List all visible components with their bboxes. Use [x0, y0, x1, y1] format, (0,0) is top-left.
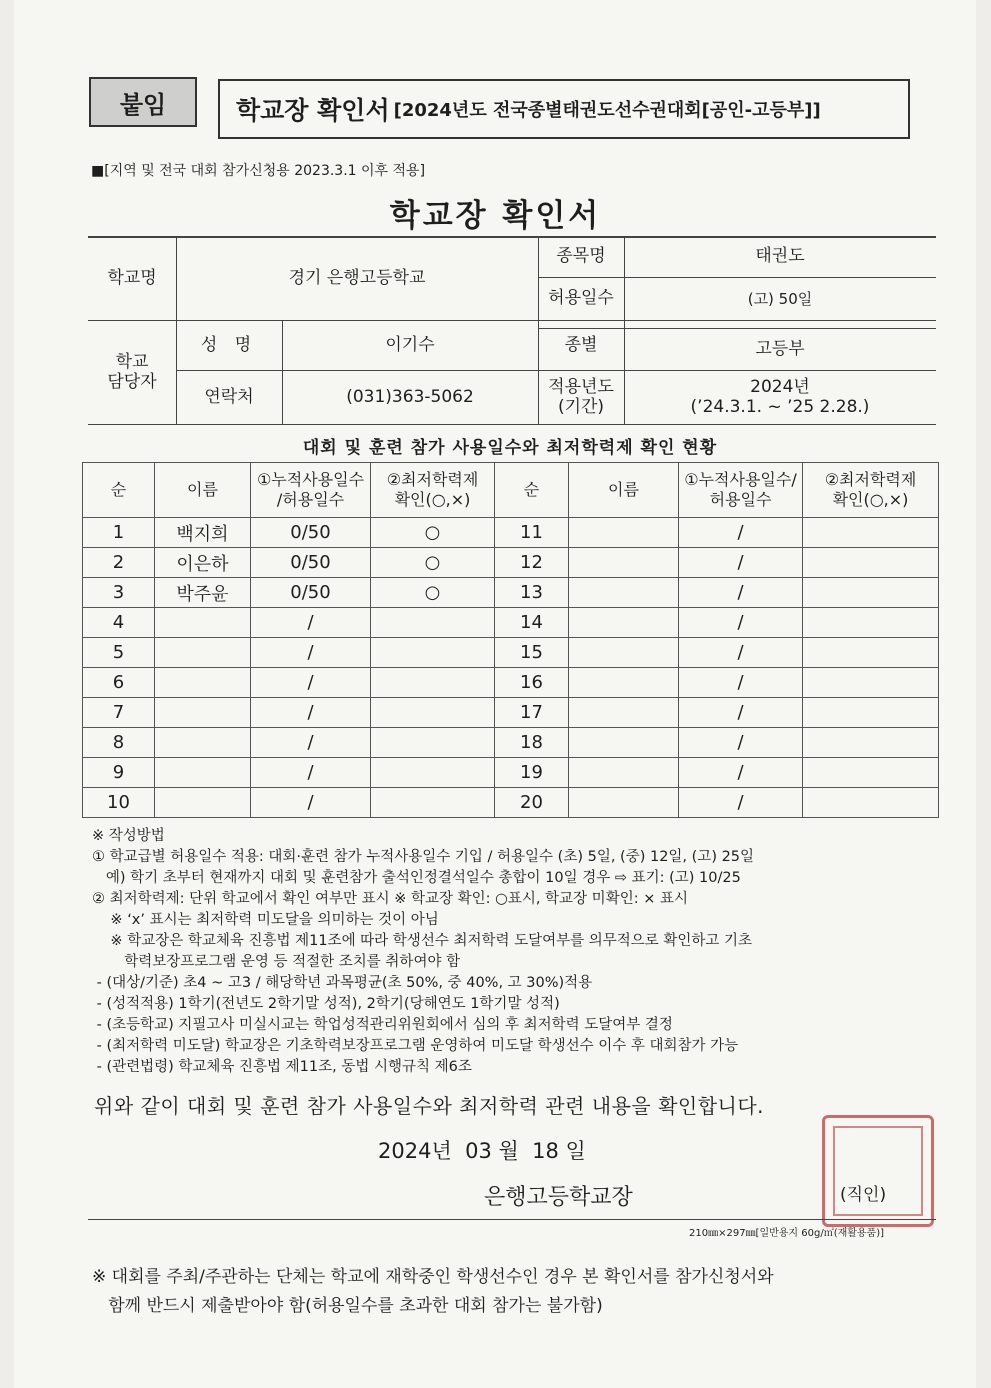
- table-row: [83, 608, 939, 638]
- header-title: 학교장 확인서: [236, 96, 390, 125]
- instruction-line: - (대상/기준) 초4 ~ 고3 / 해당학년 과목평균(초 50%, 중 40%, 고 30%)적용: [92, 975, 593, 991]
- min-academic-check: ○: [371, 578, 495, 608]
- min-academic-check: [371, 638, 495, 668]
- min-academic-check: ○: [371, 548, 495, 578]
- submission-note: [92, 1263, 932, 1321]
- student-name: [155, 668, 251, 698]
- header-subtitle: [2024년도 전국종별태권도선수권대회[공인-고등부]]: [393, 100, 821, 121]
- header-check-2: ②최저학력제 확인(○,×): [803, 463, 939, 518]
- min-academic-check: [803, 728, 939, 758]
- header-name: 이름: [155, 463, 251, 518]
- min-academic-check: [803, 638, 939, 668]
- instruction-line: ※ 학교장은 학교체육 진흥법 제11조에 따라 학생선수 최저학력 도달여부를 의무적으로 확인하고 기초: [92, 933, 753, 949]
- school-value: 경기 은행고등학교: [288, 267, 426, 288]
- applicability-note: ■[지역 및 전국 대회 참가신청용 2023.3.1 이후 적용]: [91, 163, 426, 179]
- min-academic-check: [371, 788, 495, 818]
- manager-label: 학교 담당자: [107, 351, 157, 392]
- paper-size-note: 210㎜×297㎜[일반용지 60g/㎡(재활용품)]: [689, 1228, 885, 1239]
- usage-days: /: [679, 728, 803, 758]
- usage-days: /: [679, 698, 803, 728]
- student-name: 이은하: [155, 548, 251, 578]
- min-academic-check: ○: [371, 518, 495, 548]
- student-name: [569, 518, 679, 548]
- footer-rule: [88, 1219, 936, 1220]
- student-name: 백지희: [155, 518, 251, 548]
- usage-days: /: [679, 638, 803, 668]
- writing-instructions: [92, 826, 942, 1078]
- instruction-line: ※ ‘x’ 표시는 최저학력 미도달을 의미하는 것이 아님: [92, 912, 439, 928]
- usage-days: /: [251, 668, 371, 698]
- usage-days: /: [251, 728, 371, 758]
- allowed-label: 허용일수: [548, 288, 614, 309]
- submission-note-line: 함께 반드시 제출받아야 함(허용일수를 초과한 대회 참가는 불가함): [92, 1296, 603, 1316]
- instruction-line: - (초등학교) 지필고사 미실시교는 학업성적관리위원회에서 심의 후 최저학력 도달여부 결정: [92, 1017, 673, 1033]
- student-name: [569, 638, 679, 668]
- info-line: [88, 424, 936, 425]
- table-row: [83, 668, 939, 698]
- student-name: [569, 758, 679, 788]
- usage-days: /: [679, 788, 803, 818]
- usage-days: /: [251, 698, 371, 728]
- name-value: 이기수: [385, 334, 435, 355]
- instruction-line: ※ 작성방법: [92, 828, 165, 844]
- row-number: 1: [83, 518, 155, 548]
- contact-value: (031)363-5062: [346, 386, 474, 407]
- min-academic-check: [803, 788, 939, 818]
- instruction-line: ② 최저학력제: 단위 학교에서 확인 여부만 표시 ※ 학교장 확인: ○표시, 학교장 미확인: × 표시: [92, 891, 688, 907]
- usage-days: 0/50: [251, 518, 371, 548]
- confirmation-statement: 위와 같이 대회 및 훈련 참가 사용일수와 최저학력 관련 내용을 확인합니다.: [94, 1094, 765, 1118]
- min-academic-check: [803, 668, 939, 698]
- header-usage-2: ①누적사용일수/ 허용일수: [679, 463, 803, 518]
- student-name: [155, 758, 251, 788]
- row-number: 13: [495, 578, 569, 608]
- row-number: 9: [83, 758, 155, 788]
- year-label: 적용년도 (기간): [548, 376, 614, 417]
- student-name: 박주윤: [155, 578, 251, 608]
- usage-days: /: [251, 638, 371, 668]
- instruction-line: - (성적적용) 1학기(전년도 2학기말 성적), 2학기(당해연도 1학기말 성적): [92, 996, 560, 1012]
- min-academic-check: [803, 548, 939, 578]
- instruction-line: - (최저학력 미도달) 학교장은 기초학력보장프로그램 운영하여 미도달 학생선수 이수 후 대회참가 가능: [92, 1038, 739, 1054]
- seal-label: (직인): [840, 1185, 887, 1205]
- min-academic-check: [803, 758, 939, 788]
- student-name: [569, 728, 679, 758]
- row-number: 18: [495, 728, 569, 758]
- school-label: 학교명: [107, 267, 157, 288]
- student-name: [155, 788, 251, 818]
- signer-name: 은행고등학교장: [484, 1185, 633, 1210]
- header-no-2: 순: [495, 463, 569, 518]
- usage-days: /: [679, 608, 803, 638]
- contact-label: 연락처: [204, 386, 254, 407]
- student-name: [155, 728, 251, 758]
- division-value: 고등부: [755, 338, 805, 359]
- section-title: 대회 및 훈련 참가 사용일수와 최저학력제 확인 현황: [302, 438, 718, 458]
- student-name: [569, 578, 679, 608]
- header-check: ②최저학력제 확인(○,×): [371, 463, 495, 518]
- min-academic-check: [803, 578, 939, 608]
- instruction-line: - (관련법령) 학교체육 진흥법 제11조, 동법 시행규칙 제6조: [92, 1059, 472, 1075]
- event-label: 종목명: [556, 246, 606, 267]
- min-academic-check: [371, 758, 495, 788]
- header-usage: ①누적사용일수 /허용일수: [251, 463, 371, 518]
- min-academic-check: [371, 608, 495, 638]
- row-number: 3: [83, 578, 155, 608]
- row-number: 4: [83, 608, 155, 638]
- student-name: [155, 638, 251, 668]
- submission-note-line: ※ 대회를 주최/주관하는 단체는 학교에 재학중인 학생선수인 경우 본 확인서를 참가신청서와: [92, 1267, 774, 1287]
- student-name: [569, 548, 679, 578]
- min-academic-check: [371, 668, 495, 698]
- instruction-line: 학력보장프로그램 운영 등 적절한 조치를 취하여야 함: [92, 954, 461, 970]
- usage-days: /: [251, 758, 371, 788]
- row-number: 7: [83, 698, 155, 728]
- row-number: 6: [83, 668, 155, 698]
- min-academic-check: [371, 728, 495, 758]
- row-number: 15: [495, 638, 569, 668]
- usage-days: 0/50: [251, 548, 371, 578]
- usage-days: /: [679, 578, 803, 608]
- student-name: [155, 608, 251, 638]
- instruction-line: 예) 학기 초부터 현재까지 대회 및 훈련참가 출석인정결석일수 총합이 10일 경우 ⇨ 표기: (고) 10/25: [92, 870, 741, 886]
- student-name: [155, 698, 251, 728]
- table-row: [83, 518, 939, 548]
- min-academic-check: [803, 518, 939, 548]
- header-name-2: 이름: [569, 463, 679, 518]
- usage-days: /: [251, 608, 371, 638]
- min-academic-check: [371, 698, 495, 728]
- student-name: [569, 698, 679, 728]
- usage-days: /: [679, 668, 803, 698]
- min-academic-check: [803, 698, 939, 728]
- row-number: 8: [83, 728, 155, 758]
- student-name: [569, 788, 679, 818]
- row-number: 17: [495, 698, 569, 728]
- student-name: [569, 608, 679, 638]
- row-number: 12: [495, 548, 569, 578]
- table-row: [83, 698, 939, 728]
- document-title: 학교장 확인서: [389, 198, 602, 234]
- table-row: [83, 728, 939, 758]
- table-row: [83, 638, 939, 668]
- instruction-line: ① 학교급별 허용일수 적용: 대회·훈련 참가 누적사용일수 기입 / 허용일수 (초) 5일, (중) 12일, (고) 25일: [92, 849, 755, 865]
- row-number: 5: [83, 638, 155, 668]
- row-number: 19: [495, 758, 569, 788]
- header-no: 순: [83, 463, 155, 518]
- usage-days: /: [679, 758, 803, 788]
- event-value: 태권도: [755, 246, 805, 267]
- usage-days: /: [251, 788, 371, 818]
- division-label: 종별: [564, 334, 598, 355]
- attachment-tag: 붙임: [89, 77, 197, 127]
- header-box: [218, 79, 910, 139]
- table-row: [83, 578, 939, 608]
- table-row: [83, 548, 939, 578]
- allowed-value: (고) 50일: [747, 289, 813, 308]
- min-academic-check: [803, 608, 939, 638]
- row-number: 2: [83, 548, 155, 578]
- row-number: 14: [495, 608, 569, 638]
- table-row: [83, 788, 939, 818]
- usage-table: [82, 462, 939, 818]
- confirmation-date: 2024년 03 월 18 일: [378, 1139, 586, 1163]
- year-value: 2024년 (’24.3.1. ~ ’25 2.28.): [690, 376, 870, 417]
- official-seal: [822, 1115, 934, 1227]
- row-number: 16: [495, 668, 569, 698]
- usage-days: 0/50: [251, 578, 371, 608]
- row-number: 11: [495, 518, 569, 548]
- usage-days: /: [679, 548, 803, 578]
- student-name: [569, 668, 679, 698]
- row-number: 10: [83, 788, 155, 818]
- table-row: [83, 758, 939, 788]
- table-header-row: [83, 463, 939, 518]
- row-number: 20: [495, 788, 569, 818]
- usage-days: /: [679, 518, 803, 548]
- name-label: 성 명: [200, 334, 258, 355]
